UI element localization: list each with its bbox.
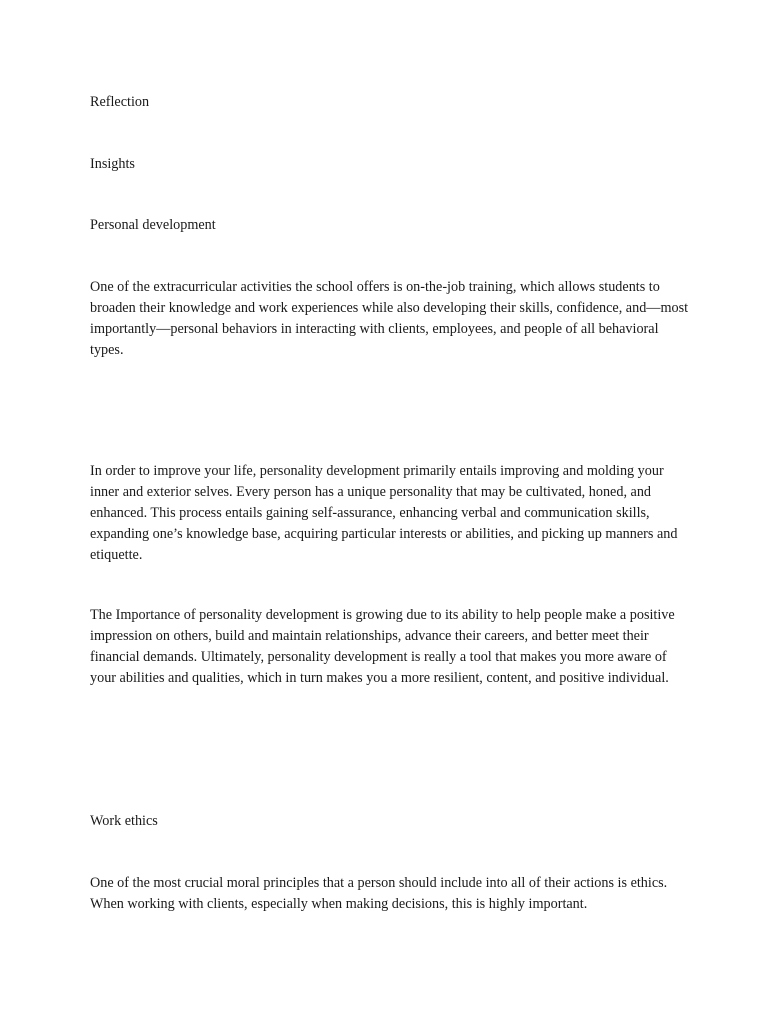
- heading-insights: Insights: [90, 156, 135, 172]
- paragraph-personality-development: In order to improve your life, personality development primarily entails improving and molding your inner and exterior selves. Every person has a unique personality that may be cultivated, honed, and enhanced. This process entails gaining self-assurance, enhancing verbal and communication skills, expanding one’s knowledge base, acquiring particular interests or abilities, and picking up manners and etiquette.: [90, 463, 678, 563]
- paragraph-ojt-intro: One of the extracurricular activities the school offers is on-the-job training, which allows students to broaden their knowledge and work experiences while also developing their skills, confidence, and—most importantly—personal behaviors in interacting with clients, employees, and people of all behavioral types.: [90, 279, 689, 358]
- heading-reflection: Reflection: [90, 94, 150, 110]
- heading-work-ethics: Work ethics: [90, 813, 158, 829]
- heading-personal-development: Personal development: [90, 217, 216, 233]
- paragraph-work-ethics: One of the most crucial moral principles that a person should include into all of their actions is ethics. When working with clients, especially when making decisions, this is highly important.: [90, 875, 668, 912]
- paragraph-importance: The Importance of personality development is growing due to its ability to help people make a positive impression on others, build and maintain relationships, advance their careers, and better meet their financial demands. Ultimately, personality development is really a tool that makes you more aware of your abilities and qualities, which in turn makes you a more resilient, content, and positive individual.: [90, 607, 675, 686]
